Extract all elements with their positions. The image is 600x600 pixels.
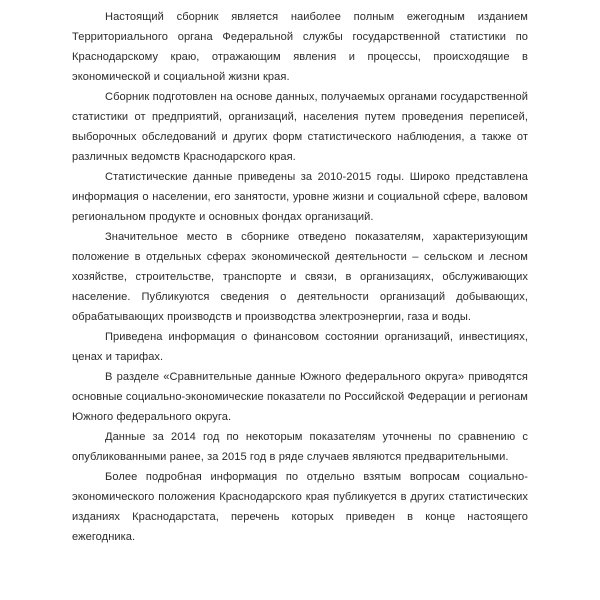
paragraph-2: Сборник подготовлен на основе данных, получаемых органами государственной статистики от предприятий, организаций, населения путем проведения переписей, выборочных обследований и других форм статистического наблюдения, а также от различных ведомств Краснодарского края. <box>72 91 528 163</box>
paragraph-4: Значительное место в сборнике отведено показателям, характеризующим положение в отдельных сферах экономической деятельности – сельском и лесном хозяйстве, строительстве, транспорте и связи, в организациях, обслуживающих население. Публикуются сведения о деятельности организаций добывающих, обрабатывающих производств и производства электроэнергии, газа и воды. <box>72 231 528 323</box>
paragraph-1: Настоящий сборник является наиболее полным ежегодным изданием Территориального органа Федеральной службы государственной статистики по Краснодарскому краю, отражающим явления и процессы, происходящие в экономической и социальной жизни края. <box>72 11 528 83</box>
paragraph-3: Статистические данные приведены за 2010-2015 годы. Широко представлена информация о населении, его занятости, уровне жизни и социальной сфере, валовом региональном продукте и основных фондах организаций. <box>72 171 528 223</box>
document-text-column <box>72 7 528 547</box>
paragraph-6: В разделе «Сравнительные данные Южного федерального округа» приводятся основные социально-экономические показатели по Российской Федерации и регионам Южного федерального округа. <box>72 371 528 423</box>
paragraph-7: Данные за 2014 год по некоторым показателям уточнены по сравнению с опубликованными ранее, за 2015 год в ряде случаев являются предварительными. <box>72 431 528 463</box>
paragraph-5: Приведена информация о финансовом состоянии организаций, инвестициях, ценах и тарифах. <box>72 331 528 363</box>
paragraph-8: Более подробная информация по отдельно взятым вопросам социально-экономического положения Краснодарского края публикуется в других статистических изданиях Краснодарстата, перечень которых приведен в конце настоящего ежегодника. <box>72 471 528 543</box>
